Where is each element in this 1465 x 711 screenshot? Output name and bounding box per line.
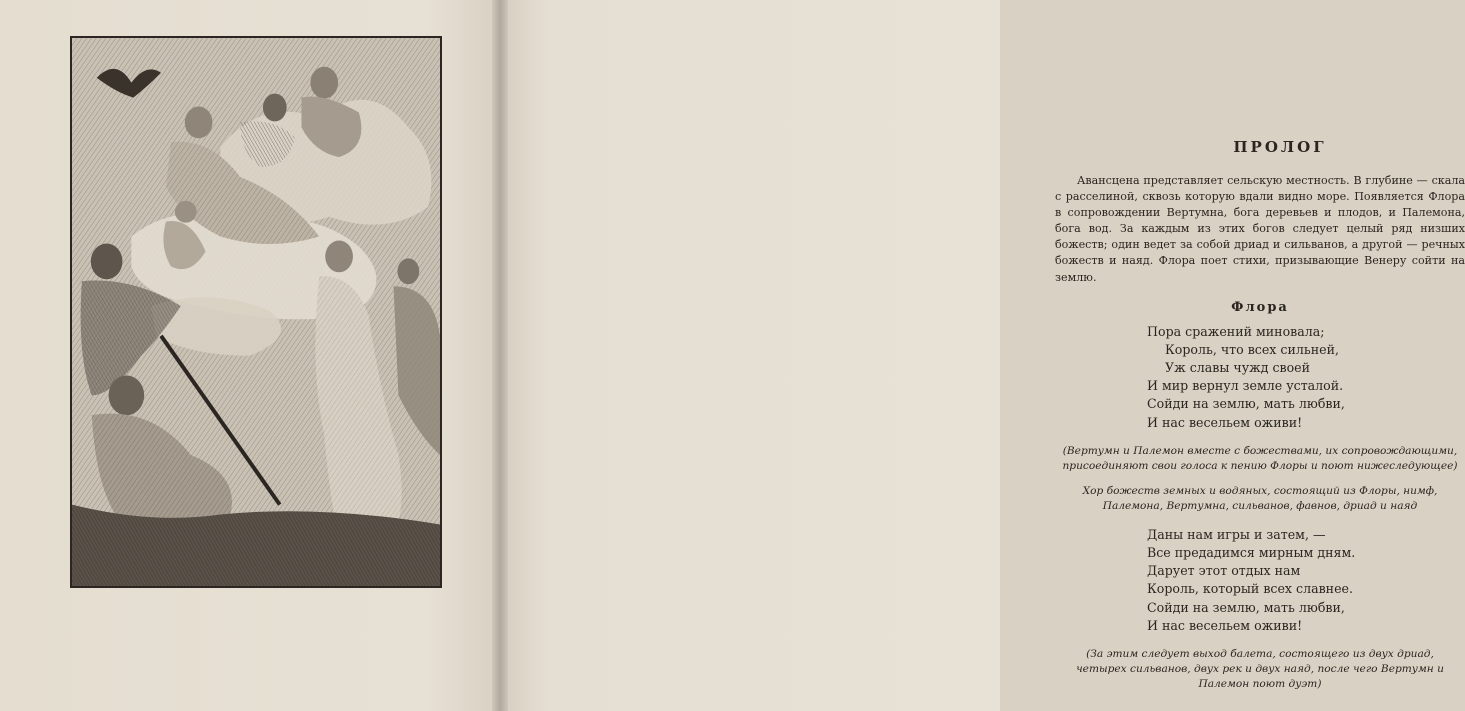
left-page <box>0 0 500 711</box>
book-gutter <box>492 0 508 711</box>
verse-line: Сойди на землю, мать любви, <box>1147 599 1345 615</box>
intro-paragraph: Авансцена представляет сельскую местность. В глубине — скала с расселиной, сквозь которую вдали видно море. Появляется Флора в сопровождении Вертумна, бога деревьев и плодов, и Палемона, бога вод. За каждым из этих богов следует целый ряд низших божеств; один ведет за собой дриад и сильванов, а другой — речных божеств и наяд. Флора поет стихи, призывающие Венеру сойти на землю. <box>1055 174 1465 284</box>
verse-line: Пора сражений миновала; <box>1147 323 1325 339</box>
engraving-illustration <box>70 36 442 588</box>
prologue-text <box>1055 138 1465 702</box>
stage-direction: (За этим следует выход балета, состоящего из двух дриад, четырех сильванов, двух рек и двух наяд, после чего Вертумн и Палемон поют дуэт) <box>1076 648 1444 691</box>
chorus-label: Хор божеств земных и водяных, состоящий из Флоры, нимф, Палемона, Вертумна, сильванов, фавнов, дриад и наяд <box>1082 484 1438 512</box>
engraving-picture <box>72 38 440 586</box>
verse-line: Король, что всех сильней, <box>1165 341 1339 357</box>
verse-flora <box>1147 323 1465 432</box>
stage-direction: (Вертумн и Палемон вместе с божествами, их сопровождающими, присоединяют свои голоса к пению Флоры и поют нижеследующее) <box>1062 444 1458 472</box>
verse-line: Уж славы чужд своей <box>1165 360 1311 376</box>
verse-line: Король, который всех славнее. <box>1147 581 1353 597</box>
verse-line: Все предадимся мирным дням. <box>1147 545 1356 561</box>
verse-line: И мир вернул земле усталой. <box>1147 378 1344 394</box>
verse-chorus <box>1147 526 1465 635</box>
verse-line: И нас весельем оживи! <box>1147 414 1303 430</box>
verse-line: Сойди на землю, мать любви, <box>1147 396 1345 412</box>
page-title: ПРОЛОГ <box>1233 138 1327 156</box>
verse-line: И нас весельем оживи! <box>1147 617 1303 633</box>
verse-line: Даны нам игры и затем, — <box>1147 526 1326 542</box>
speaker-name: Флора <box>1231 299 1289 315</box>
right-page <box>500 0 1465 711</box>
verse-line: Дарует этот отдых нам <box>1147 563 1301 579</box>
